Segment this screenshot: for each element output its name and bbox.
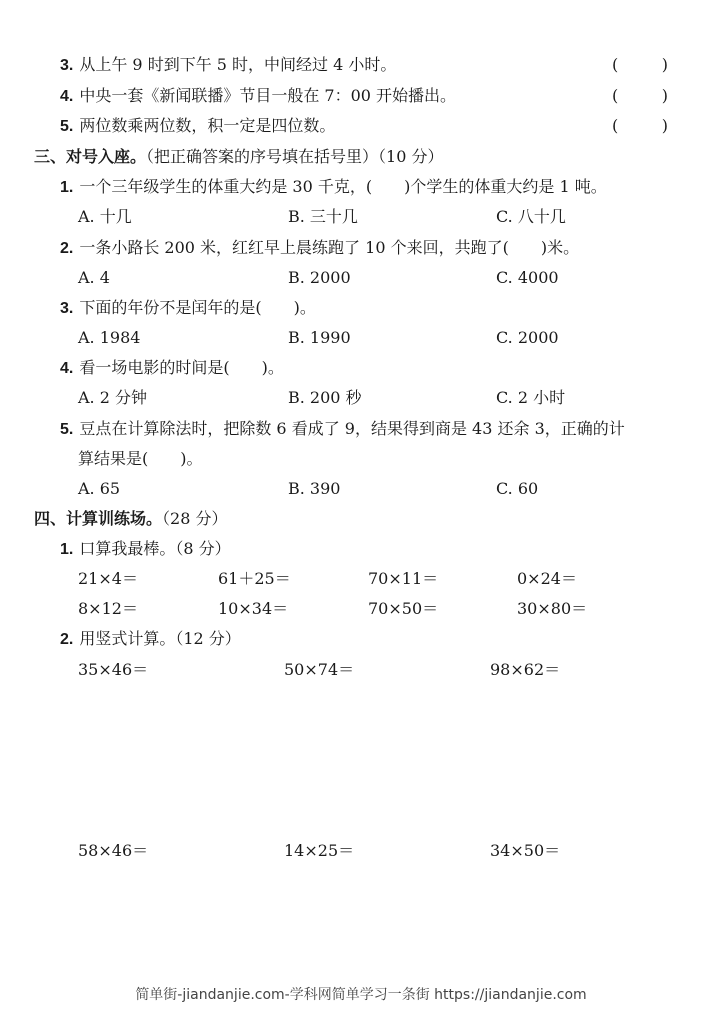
question-text: 一条小路长 200 米，红红早上晨练跑了 10 个来回，共跑了( )米。: [79, 238, 580, 257]
paren-close: ): [661, 55, 668, 74]
section-title: 三、对号入座。: [34, 147, 147, 166]
mental-math-title: [60, 538, 231, 561]
calc-item: 30×80＝: [517, 599, 588, 618]
judge-item-4: [60, 85, 456, 108]
part-number: 2.: [60, 631, 74, 648]
calc-item: 35×46＝: [78, 660, 149, 679]
question-text-continued: 算结果是( )。: [78, 449, 203, 468]
calc-item: 14×25＝: [284, 841, 355, 860]
answer-parens[interactable]: [612, 115, 668, 137]
paren-open: (: [612, 55, 619, 74]
option-c[interactable]: C. 4000: [496, 268, 559, 287]
calc-item: 98×62＝: [490, 660, 561, 679]
paren-close: ): [661, 86, 668, 105]
question-text: 一个三年级学生的体重大约是 30 千克，( )个学生的体重大约是 1 吨。: [79, 177, 607, 196]
item-text: 从上午 9 时到下午 5 时，中间经过 4 小时。: [79, 55, 397, 74]
option-a[interactable]: A. 2 分钟: [78, 388, 147, 407]
item-number: 5.: [60, 118, 74, 135]
choice-question-3: [60, 297, 316, 320]
section-note: （28 分）: [162, 509, 228, 528]
paren-close: ): [661, 116, 668, 135]
answer-parens[interactable]: [612, 85, 668, 107]
option-c[interactable]: C. 60: [496, 479, 539, 498]
option-b[interactable]: B. 390: [288, 479, 341, 498]
section4-heading: [34, 508, 227, 530]
judge-item-3: [60, 54, 396, 77]
option-b[interactable]: B. 200 秒: [288, 388, 362, 407]
calc-item: 21×4＝: [78, 569, 138, 588]
item-number: 3.: [60, 57, 74, 74]
option-b[interactable]: B. 2000: [288, 268, 351, 287]
choice-question-5: [60, 418, 625, 441]
judge-item-5: [60, 115, 335, 138]
item-number: 4.: [60, 88, 74, 105]
option-a[interactable]: A. 十几: [78, 207, 132, 226]
option-a[interactable]: A. 65: [78, 479, 121, 498]
calc-item: 0×24＝: [517, 569, 577, 588]
section-note: （把正确答案的序号填在括号里）（10 分）: [146, 147, 444, 166]
option-b[interactable]: B. 1990: [288, 328, 351, 347]
question-text: 豆点在计算除法时，把除数 6 看成了 9，结果得到商是 43 还余 3，正确的计: [79, 419, 625, 438]
option-c[interactable]: C. 八十几: [496, 207, 566, 226]
section3-heading: [34, 146, 443, 168]
calc-item: 70×50＝: [368, 599, 439, 618]
paren-open: (: [612, 116, 619, 135]
calc-item: 10×34＝: [218, 599, 289, 618]
question-number: 3.: [60, 300, 74, 317]
question-text: 下面的年份不是闰年的是( )。: [79, 298, 316, 317]
calc-item: 34×50＝: [490, 841, 561, 860]
part-title: 口算我最棒。（8 分）: [79, 539, 231, 558]
question-number: 1.: [60, 179, 74, 196]
option-a[interactable]: A. 4: [78, 268, 110, 287]
part-number: 1.: [60, 541, 74, 558]
question-text: 看一场电影的时间是( )。: [79, 358, 284, 377]
paren-open: (: [612, 86, 619, 105]
vertical-calc-title: [60, 628, 241, 651]
option-c[interactable]: C. 2 小时: [496, 388, 566, 407]
calc-item: 58×46＝: [78, 841, 149, 860]
calc-item: 70×11＝: [368, 569, 439, 588]
choice-question-2: [60, 237, 579, 260]
choice-question-1: [60, 176, 607, 199]
option-c[interactable]: C. 2000: [496, 328, 559, 347]
part-title: 用竖式计算。（12 分）: [79, 629, 241, 648]
answer-parens[interactable]: [612, 54, 668, 76]
item-text: 中央一套《新闻联播》节目一般在 7：00 开始播出。: [79, 86, 457, 105]
footer-watermark: 简单街-jiandanjie.com-学科网简单学习一条街 https://jiandanjie.com: [135, 987, 587, 1003]
choice-question-4: [60, 357, 284, 380]
question-number: 4.: [60, 360, 74, 377]
item-text: 两位数乘两位数，积一定是四位数。: [79, 116, 336, 135]
option-b[interactable]: B. 三十几: [288, 207, 358, 226]
question-number: 2.: [60, 240, 74, 257]
option-a[interactable]: A. 1984: [78, 328, 141, 347]
calc-item: 61＋25＝: [218, 569, 291, 588]
question-number: 5.: [60, 421, 74, 438]
calc-item: 8×12＝: [78, 599, 138, 618]
section-title: 四、计算训练场。: [34, 509, 163, 528]
calc-item: 50×74＝: [284, 660, 355, 679]
